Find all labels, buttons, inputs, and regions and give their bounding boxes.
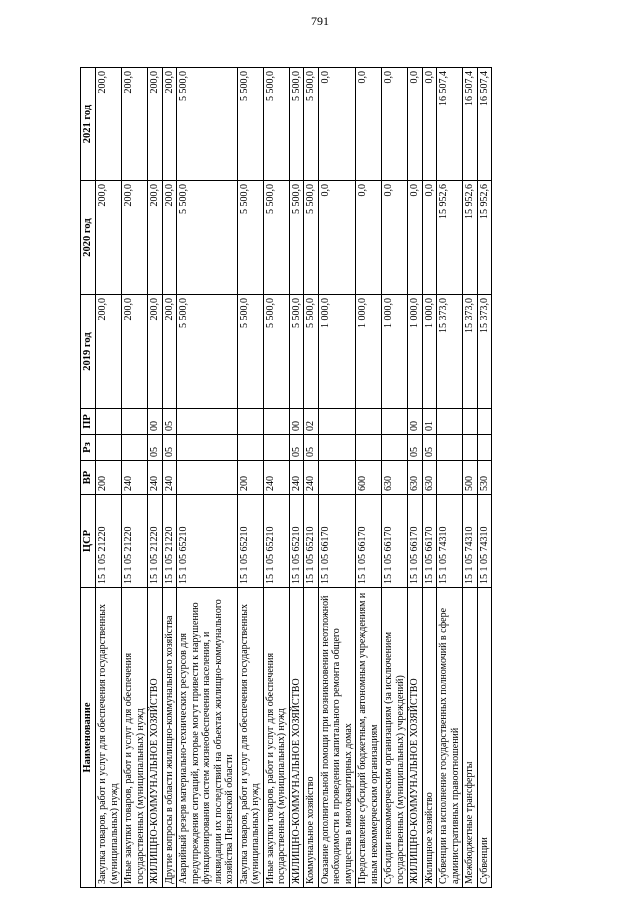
cell-2019: 1 000,0 [356,295,382,409]
cell-2021: 200,0 [96,68,122,181]
cell-rz: 05 [289,435,304,461]
cell-vr: 600 [356,461,382,495]
cell-2019: 200,0 [122,295,148,409]
table-row [304,68,319,888]
cell-pr [122,409,148,435]
page-number: 791 [311,14,329,28]
table-row [263,68,289,888]
cell-2020: 0,0 [382,181,408,295]
header-pr: ПР [81,409,96,435]
cell-pr: 02 [304,409,319,435]
cell-pr [463,409,478,435]
cell-rz [177,435,238,461]
cell-name: Субсидии некоммерческим организациям (за исключением государственных (муниципальных) учреждений) [382,588,408,888]
cell-csr: 15 1 05 21220 [96,495,122,588]
cell-csr: 15 1 05 21220 [122,495,148,588]
header-name: Наименование [81,588,96,888]
budget-table [80,67,492,888]
cell-name: Межбюджетные трансферты [463,588,478,888]
cell-vr: 530 [477,461,492,495]
cell-2021: 16 507,4 [463,68,478,181]
table-row [422,68,437,888]
cell-name: ЖИЛИЩНО-КОММУНАЛЬНОЕ ХОЗЯЙСТВО [148,588,163,888]
cell-vr: 630 [422,461,437,495]
table-row [477,68,492,888]
header-2019: 2019 год [81,295,96,409]
table-row [237,68,263,888]
cell-2019: 5 500,0 [289,295,304,409]
header-vr: ВР [81,461,96,495]
cell-name: Аварийный резерв материально-технических ресурсов для предупреждения ситуаций, которые могут привести к нарушению функционирования систем жизнеобеспечения населения, и ликвидации их последствий на объектах жилищно-коммунального хозяйства Пензенской области [177,588,238,888]
table-row [382,68,408,888]
cell-rz [382,435,408,461]
table-row [148,68,163,888]
cell-vr [437,461,463,495]
cell-2021: 0,0 [382,68,408,181]
cell-rz [463,435,478,461]
cell-csr: 15 1 05 66170 [422,495,437,588]
cell-rz: 05 [408,435,423,461]
rotated-table-container [80,68,564,888]
cell-2020: 5 500,0 [304,181,319,295]
cell-2019: 1 000,0 [408,295,423,409]
cell-pr [356,409,382,435]
cell-2021: 200,0 [122,68,148,181]
cell-2021: 16 507,4 [477,68,492,181]
cell-vr: 200 [96,461,122,495]
cell-pr [96,409,122,435]
cell-vr: 240 [304,461,319,495]
cell-csr: 15 1 05 66170 [356,495,382,588]
cell-2021: 16 507,4 [437,68,463,181]
cell-2020: 5 500,0 [237,181,263,295]
cell-rz [437,435,463,461]
cell-2019: 5 500,0 [237,295,263,409]
cell-2019: 5 500,0 [263,295,289,409]
cell-name: Закупка товаров, работ и услуг для обеспечения государственных (муниципальных) нужд [237,588,263,888]
cell-2020: 15 952,6 [477,181,492,295]
table-row [356,68,382,888]
cell-2020: 5 500,0 [263,181,289,295]
cell-pr: 05 [162,409,177,435]
cell-2019: 1 000,0 [318,295,356,409]
cell-2020: 0,0 [318,181,356,295]
table-row [122,68,148,888]
table-row [408,68,423,888]
cell-vr: 630 [382,461,408,495]
table-row [318,68,356,888]
cell-2021: 0,0 [408,68,423,181]
cell-2021: 200,0 [162,68,177,181]
cell-2020: 200,0 [148,181,163,295]
cell-2021: 5 500,0 [304,68,319,181]
cell-csr: 15 1 05 65210 [304,495,319,588]
cell-2020: 200,0 [96,181,122,295]
cell-2021: 5 500,0 [237,68,263,181]
cell-2021: 0,0 [356,68,382,181]
cell-2019: 15 373,0 [477,295,492,409]
cell-rz [318,435,356,461]
cell-2021: 200,0 [148,68,163,181]
cell-name: Субвенции на исполнение государственных полномочий в сфере административных правоотношений [437,588,463,888]
cell-pr [263,409,289,435]
table-row [289,68,304,888]
cell-vr: 240 [289,461,304,495]
cell-vr: 240 [162,461,177,495]
cell-vr: 240 [263,461,289,495]
cell-rz [122,435,148,461]
cell-2020: 5 500,0 [289,181,304,295]
cell-pr [237,409,263,435]
cell-name: Другие вопросы в области жилищно-коммунального хозяйства [162,588,177,888]
cell-csr: 15 1 05 74310 [463,495,478,588]
cell-name: Иные закупки товаров, работ и услуг для обеспечения государственных (муниципальных) нужд [122,588,148,888]
cell-vr: 240 [122,461,148,495]
cell-csr: 15 1 05 74310 [477,495,492,588]
cell-pr [382,409,408,435]
cell-vr: 200 [237,461,263,495]
table-row [463,68,478,888]
table-row [162,68,177,888]
cell-csr: 15 1 05 66170 [318,495,356,588]
cell-name: ЖИЛИЩНО-КОММУНАЛЬНОЕ ХОЗЯЙСТВО [408,588,423,888]
table-row [96,68,122,888]
cell-vr: 500 [463,461,478,495]
cell-name: Закупка товаров, работ и услуг для обеспечения государственных (муниципальных) нужд [96,588,122,888]
cell-rz: 05 [304,435,319,461]
cell-csr: 15 1 05 74310 [437,495,463,588]
cell-rz [477,435,492,461]
cell-2020: 0,0 [356,181,382,295]
cell-vr [177,461,238,495]
header-rz: Рз [81,435,96,461]
cell-vr: 630 [408,461,423,495]
cell-2021: 5 500,0 [263,68,289,181]
table-header [81,68,96,888]
cell-name: Жилищное хозяйство [422,588,437,888]
cell-2019: 15 373,0 [463,295,478,409]
cell-csr: 15 1 05 65210 [237,495,263,588]
cell-2021: 0,0 [318,68,356,181]
cell-csr: 15 1 05 21220 [162,495,177,588]
cell-2019: 1 000,0 [422,295,437,409]
cell-csr: 15 1 05 65210 [177,495,238,588]
cell-rz [356,435,382,461]
cell-rz [96,435,122,461]
cell-2019: 15 373,0 [437,295,463,409]
cell-2021: 5 500,0 [177,68,238,181]
table-body [96,68,492,888]
header-row [81,68,96,888]
cell-vr [318,461,356,495]
cell-2020: 5 500,0 [177,181,238,295]
cell-2019: 5 500,0 [304,295,319,409]
cell-csr: 15 1 05 21220 [148,495,163,588]
cell-2020: 15 952,6 [437,181,463,295]
cell-2021: 5 500,0 [289,68,304,181]
cell-name: Предоставление субсидий бюджетным, автономным учреждениям и иным некоммерческим организациям [356,588,382,888]
cell-pr: 00 [148,409,163,435]
cell-rz [263,435,289,461]
header-2020: 2020 год [81,181,96,295]
cell-pr [318,409,356,435]
cell-csr: 15 1 05 65210 [263,495,289,588]
cell-rz: 05 [162,435,177,461]
cell-rz: 05 [148,435,163,461]
cell-pr: 01 [422,409,437,435]
cell-pr: 00 [289,409,304,435]
header-2021: 2021 год [81,68,96,181]
cell-rz: 05 [422,435,437,461]
cell-pr [177,409,238,435]
cell-2020: 0,0 [422,181,437,295]
cell-pr: 00 [408,409,423,435]
cell-vr: 240 [148,461,163,495]
cell-name: Оказание дополнительной помощи при возникновении неотложной необходимости в проведении капитального ремонта общего имущества в многоквартирных домах [318,588,356,888]
cell-2021: 0,0 [422,68,437,181]
cell-pr [437,409,463,435]
cell-name: Иные закупки товаров, работ и услуг для обеспечения государственных (муниципальных) нужд [263,588,289,888]
cell-2020: 200,0 [122,181,148,295]
cell-csr: 15 1 05 65210 [289,495,304,588]
cell-csr: 15 1 05 66170 [408,495,423,588]
cell-2019: 200,0 [96,295,122,409]
cell-csr: 15 1 05 66170 [382,495,408,588]
cell-2020: 0,0 [408,181,423,295]
cell-2019: 1 000,0 [382,295,408,409]
header-csr: ЦСР [81,495,96,588]
cell-name: ЖИЛИЩНО-КОММУНАЛЬНОЕ ХОЗЯЙСТВО [289,588,304,888]
cell-rz [237,435,263,461]
cell-2019: 5 500,0 [177,295,238,409]
cell-2019: 200,0 [148,295,163,409]
table-row [437,68,463,888]
cell-pr [477,409,492,435]
table-row [177,68,238,888]
cell-2020: 15 952,6 [463,181,478,295]
cell-2019: 200,0 [162,295,177,409]
cell-name: Коммунальное хозяйство [304,588,319,888]
cell-name: Субвенции [477,588,492,888]
cell-2020: 200,0 [162,181,177,295]
